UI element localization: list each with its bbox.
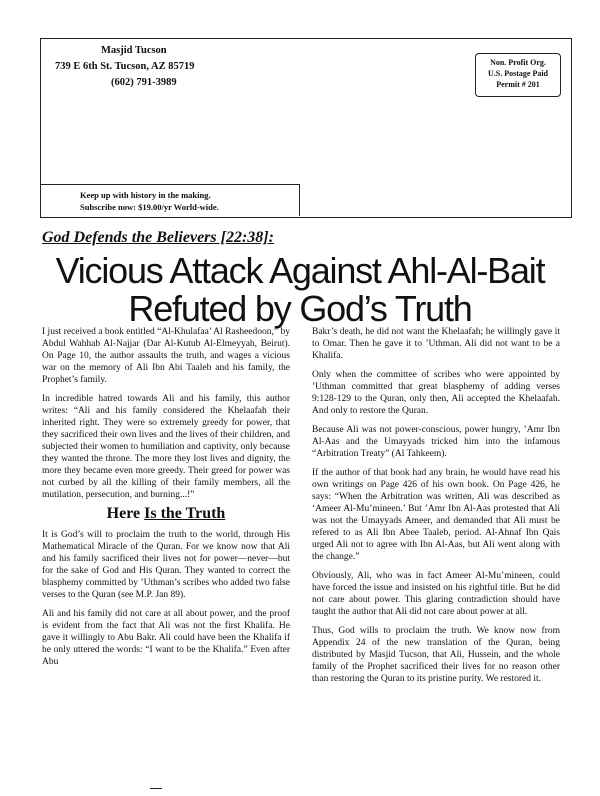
left-paragraph-2: In incredible hatred towards Ali and his family, this author writes: “Ali and his family considered the Khelaafah their inherited right. They were so extremely greedy for power, that they sacrificed their own lives and the lives of their children, and subjected their women to humiliation and captivity, only because they wanted the throne. The more they lost lives and dignity, the more they became even more greedy. Their greed for power was not curbed by all the killing of their family members, all the mutilation, persecution, and burning...!” <box>42 394 290 500</box>
right-paragraph-3: Because Ali was not power-conscious, power hungry, ’Amr Ibn Al-Aas and the Umayyads tricked him into the infamous “Arbitration Treaty” (Al Tahkeem). <box>312 425 560 459</box>
headline-line-2: Refuted by God’s Truth <box>128 288 472 329</box>
right-paragraph-2: Only when the committee of scribes who were appointed by ’Uthman committed that great blasphemy of adding verses 9:128-129 to the Quran, only then, Ali accepted the Khelaafah. And only to restore the Quran. <box>312 370 560 416</box>
page-foot-mark <box>150 788 162 789</box>
org-name: Masjid Tucson <box>101 45 167 56</box>
left-paragraph-1: I just received a book entitled “Al-Khulafaa’ Al Rasheedoon,” by Abdul Wahhab Al-Najjar (Dar Al-Kutub Al-Elmeyyah, Beirut). On Page 10, the author assaults the truth, and wages a vicious war on the memory of Ali Ibn Abi Taaleb and his family, the Prophet’s family. <box>42 327 290 385</box>
phone-number: (602) 791-3989 <box>111 77 177 88</box>
permit-line-3: Permit # 201 <box>496 80 540 89</box>
article-kicker: God Defends the Believers [22:38]: <box>42 229 274 246</box>
postage-permit-box <box>475 53 561 97</box>
promo-line-2: Subscribe now: $19.00/yr World-wide. <box>80 202 219 212</box>
article-headline <box>30 252 570 328</box>
street-address: 739 E 6th St. Tucson, AZ 85719 <box>55 61 195 72</box>
promo-line-1: Keep up with history in the making. <box>80 190 211 200</box>
permit-line-1: Non. Profit Org. <box>490 58 546 67</box>
left-column <box>42 326 290 675</box>
headline-line-1: Vicious Attack Against Ahl-Al-Bait <box>55 250 545 291</box>
subhead-underlined: Is the Truth <box>144 505 226 522</box>
right-paragraph-5: Obviously, Ali, who was in fact Ameer Al-Mu’mineen, could have forced the issue and insisted on his rightful title. But he did not care about power. This glaring contradiction should have taught the author that Ali did not care about power at all. <box>312 571 560 617</box>
left-paragraph-3: It is God’s will to proclaim the truth to the world, through His Mathematical Miracle of the Quran. For we know now that Ali and his family sacrificed their lives not for power—never—but for the sake of God and His Quran. They wanted to correct the blasphemy committed by ’Uthman’s scribes who added two false verses to the Quran (see M.P. Jan 89). <box>42 530 291 600</box>
left-paragraph-4: Ali and his family did not care at all about power, and the proof is evident from the fact that Ali was not the first Khalifa. He gave it willingly to Abu Bakr. Ali could have been the Khalifa if he only uttered the words: “I want to be the Khalifa.” Even after Abu <box>42 609 290 667</box>
section-subhead <box>42 505 290 522</box>
permit-line-2: U.S. Postage Paid <box>488 69 548 78</box>
right-paragraph-6: Thus, God wills to proclaim the truth. We know now from Appendix 24 of the new translation of the Quran, being distributed by Masjid Tucson, that Ali, Hussein, and the whole family of the Prophet sacrificed their lives for no reason other than restoring the Quran to its pristine purity. We restored it. <box>312 626 560 684</box>
sender-address <box>55 43 194 91</box>
right-paragraph-1: Bakr’s death, he did not want the Khelaafah; he willingly gave it to Omar. Then he gave it to ’Uthman. Ali did not want to be a Khalifa. <box>312 327 560 361</box>
subhead-prefix: Here <box>106 505 145 522</box>
subscription-promo <box>40 184 300 216</box>
right-column <box>312 326 560 692</box>
right-paragraph-4: If the author of that book had any brain, he would have read his own writings on Page 426 of his own book. On Page 426, he says: “When the Arbitration was written, Ali was described as ‘Ameer Al-Mu’mineen.’ But ’Amr Ibn Al-Aas protested that Ali was not the Umayyads Ameer, and demanded that Ali must be refered to as Ali Ibn Abee Taaleb, period. Al-Ahnaf Ibn Qais urged Ali not to agree with Ibn Al-Aas, but Ali went along with the change.” <box>312 468 560 562</box>
